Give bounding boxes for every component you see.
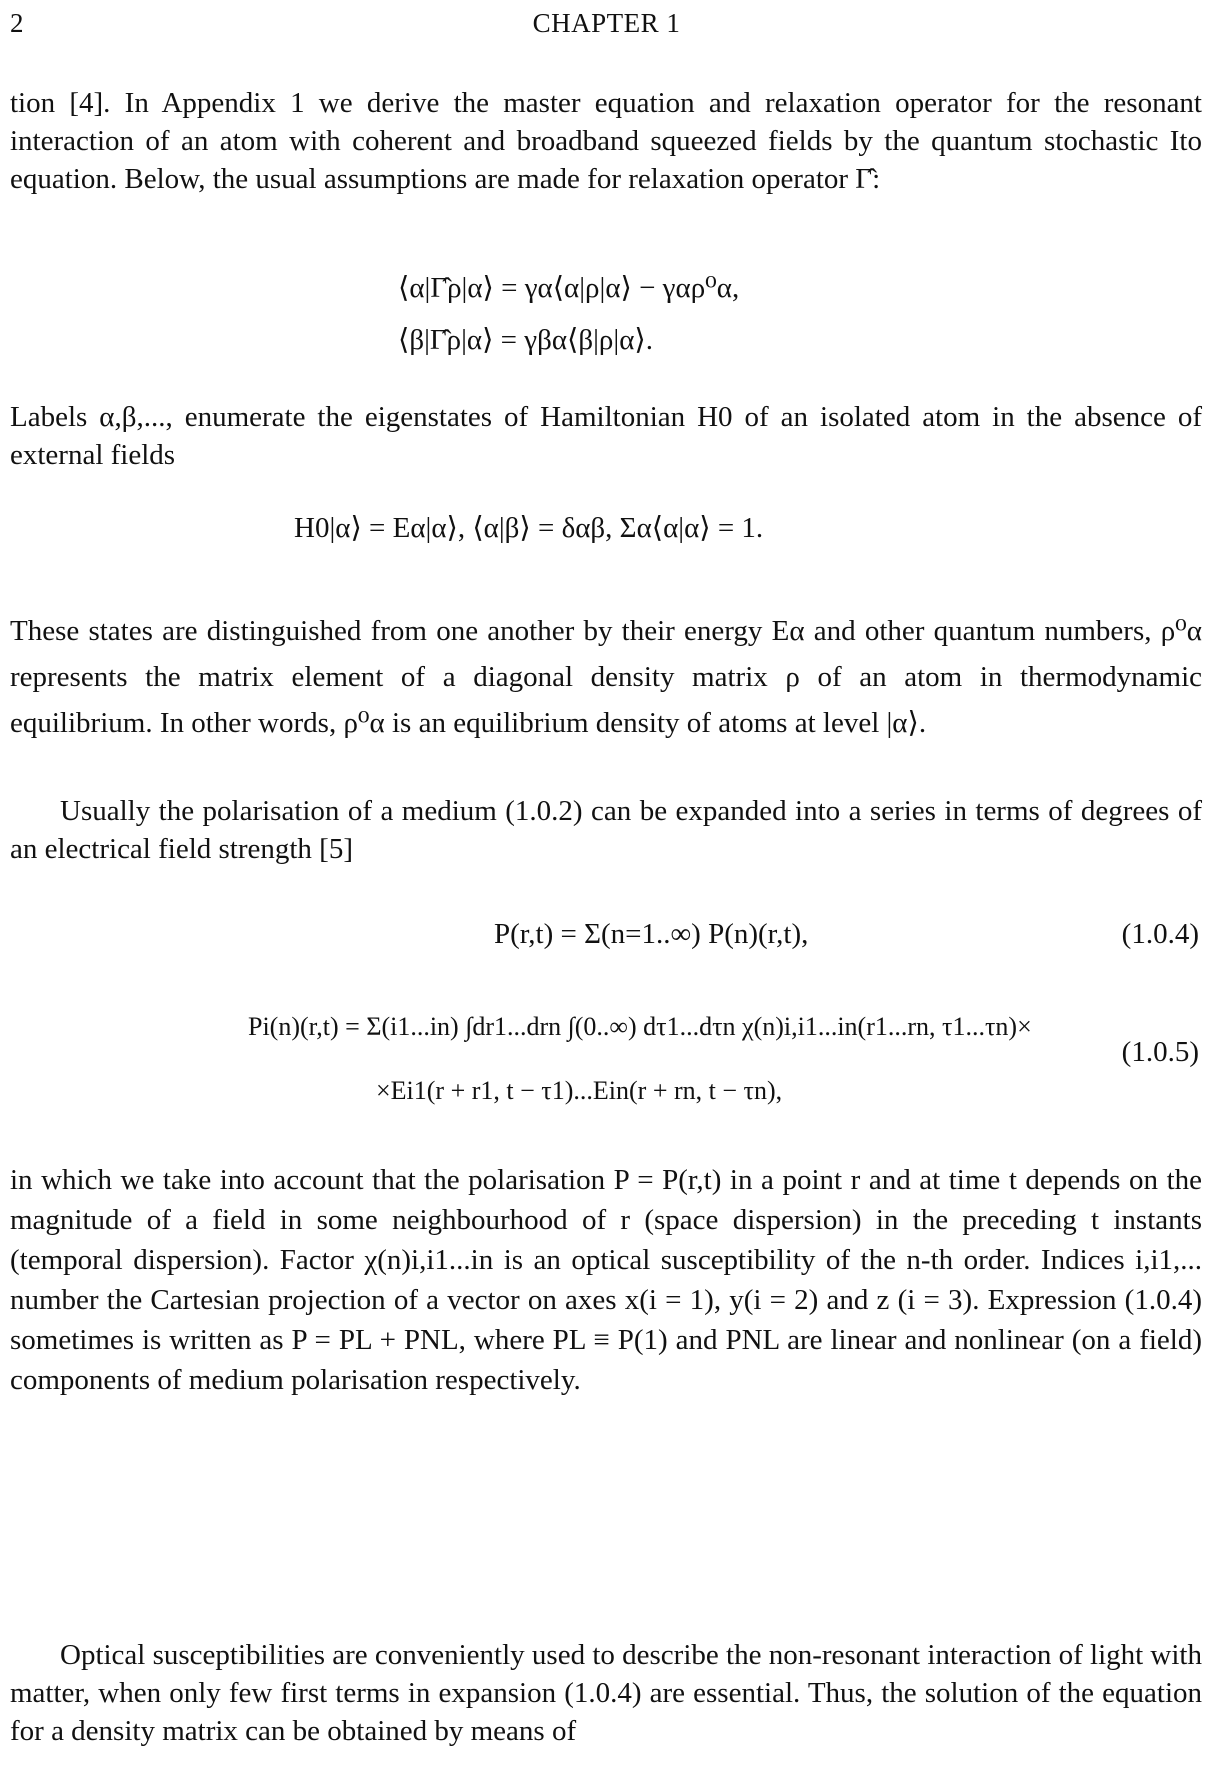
equation-1-0-5-line-1: Pi(n)(r,t) = Σ(i1...in) ∫dr1...drn ∫(0..∞) dτ1...dτn χ(n)i,i1...in(r1...rn, τ1...τn)× xyxy=(248,1012,1032,1041)
paragraph-4: Usually the polarisation of a medium (1.0.2) can be expanded into a series in terms of degrees of an electrical field strength [5] xyxy=(10,795,1202,865)
paragraph-6: Optical susceptibilities are conveniently used to describe the non-resonant interaction of light with matter, when only few first terms in expansion (1.0.4) are essential. Thus, the solution of the equation for a density matrix can be obtained by means of xyxy=(10,1639,1202,1747)
page-header xyxy=(0,8,1213,44)
paragraph-3: These states are distinguished from one another by their energy Eα and other quantum numbers, ρ⁰α represents the matrix element of a diagonal density matrix ρ of an atom in thermodynamic equilibrium. In other words, ρ⁰α is an equilibrium density of atoms at level |α⟩. xyxy=(10,615,1202,739)
equation-1-0-4: P(r,t) = Σ(n=1..∞) P(n)(r,t), xyxy=(494,918,809,950)
equation-number-1-0-4: (1.0.4) xyxy=(1121,918,1199,950)
chapter-title: CHAPTER 1 xyxy=(532,8,681,38)
equation-1-0-5-line-2: ×Ei1(r + r1, t − τ1)...Ein(r + rn, t − τn), xyxy=(376,1076,783,1105)
equation-number-1-0-5: (1.0.5) xyxy=(1121,1036,1199,1068)
paragraph-2: Labels α,β,..., enumerate the eigenstates of Hamiltonian H0 of an isolated atom in the absence of external fields xyxy=(10,401,1202,471)
page-number: 2 xyxy=(10,8,24,38)
equation-relaxation-2: ⟨β|Γ̂ρ|α⟩ = γβα⟨β|ρ|α⟩. xyxy=(398,324,653,356)
paragraph-1: tion [4]. In Appendix 1 we derive the master equation and relaxation operator for the resonant interaction of an atom with coherent and broadband squeezed fields by the quantum stochastic Ito equation. Below, the usual assumptions are made for relaxation operator Γ̂: xyxy=(10,87,1202,195)
equation-relaxation-1: ⟨α|Γ̂ρ|α⟩ = γα⟨α|ρ|α⟩ − γαρ⁰α, xyxy=(398,272,740,304)
paragraph-5: in which we take into account that the polarisation P = P(r,t) in a point r and at time t depends on the magnitude of a field in some neighbourhood of r (space dispersion) in the preceding t instants (temporal dispersion). Factor χ(n)i,i1...in is an optical susceptibility of the n-th order. Indices i,i1,... number the Cartesian projection of a vector on axes x(i = 1), y(i = 2) and z (i = 3). Expression (1.0.4) sometimes is written as P = PL + PNL, where PL ≡ P(1) and PNL are linear and nonlinear (on a field) components of medium polarisation respectively. xyxy=(10,1164,1202,1396)
equation-eigenstates: H0|α⟩ = Eα|α⟩, ⟨α|β⟩ = δαβ, Σα⟨α|α⟩ = 1. xyxy=(294,512,764,544)
